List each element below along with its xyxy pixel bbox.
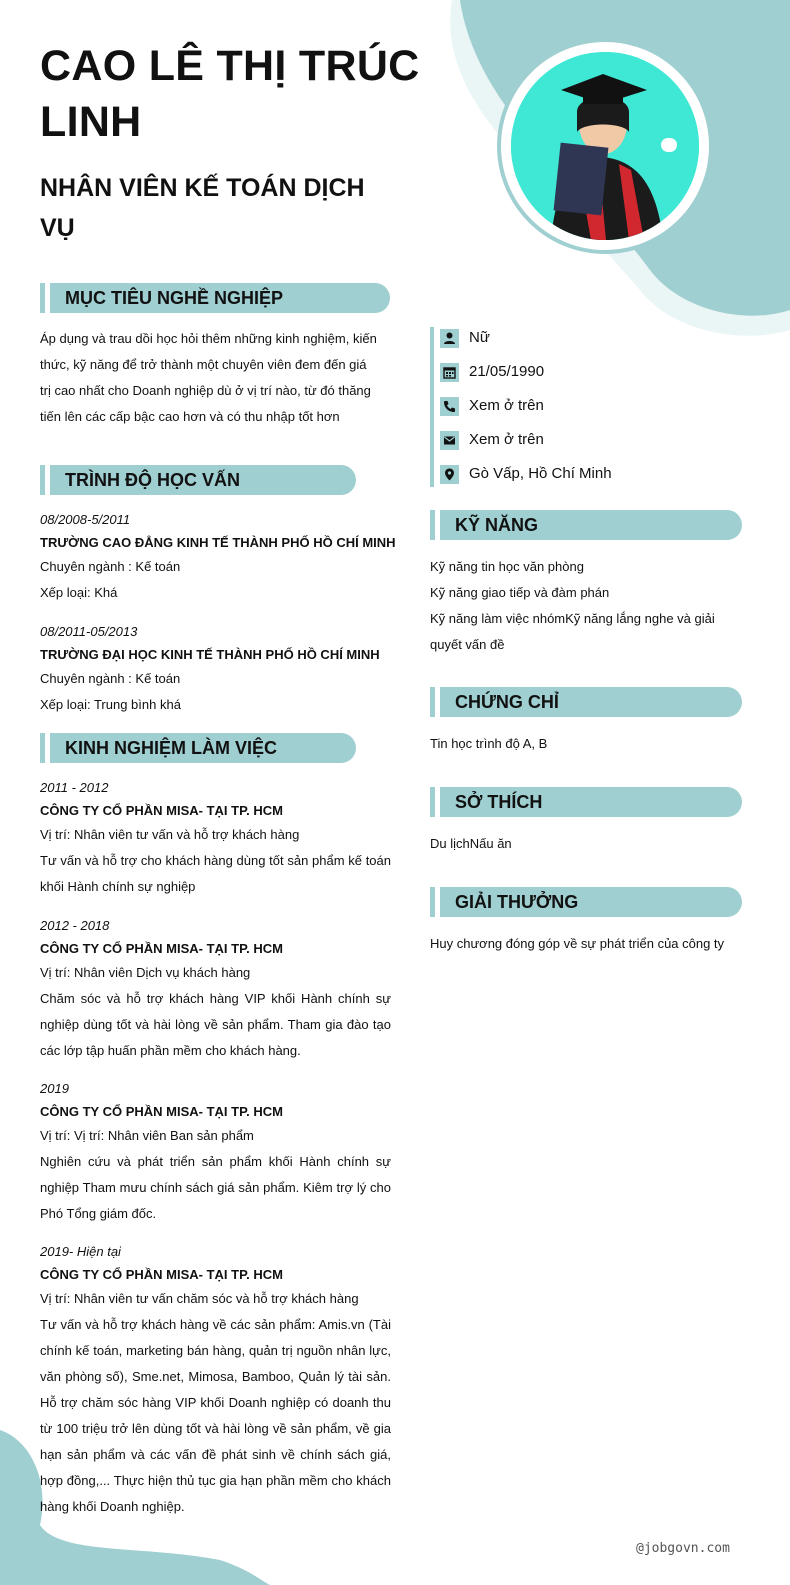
education-grade: Xếp loại: Khá <box>40 585 118 600</box>
phone-icon <box>440 397 459 416</box>
objective-text: Áp dụng và trau dồi học hỏi thêm những kinh nghiệm, kiến thức, kỹ năng để trở thành một chuyên viên đem đến giá trị cao nhất cho Doanh nghiệp dù ở vị trí nào, từ đó thăng tiến lên các cấp bậc cao hơn và có thu nhập tốt hơn <box>40 331 377 424</box>
phone-value: Xem ở trên <box>469 397 544 414</box>
experience-description: Tư vấn và hỗ trợ cho khách hàng dùng tốt sản phẩm kế toán khối Hành chính sự nghiệp <box>40 853 391 894</box>
candidate-name: CAO LÊ THỊ TRÚC LINH <box>40 42 420 146</box>
experience-period: 2019- Hiện tại <box>40 1244 121 1259</box>
address-value: Gò Vấp, Hồ Chí Minh <box>469 465 612 482</box>
education-major: Chuyên ngành : Kế toán <box>40 671 181 686</box>
user-icon <box>440 329 459 348</box>
experience-position: Vị trí: Nhân viên tư vấn và hỗ trợ khách hàng <box>40 827 300 842</box>
section-title: CHỨNG CHỈ <box>455 692 559 712</box>
certificate-text: Tin học trình độ A, B <box>430 736 548 751</box>
experience-description: Chăm sóc và hỗ trợ khách hàng VIP khối Hành chính sự nghiệp dùng tốt và hài lòng về sản phẩm. Tham gia đào tạo các lớp tập huấn phần mềm cho khách hàng. <box>40 991 391 1058</box>
section-title: TRÌNH ĐỘ HỌC VẤN <box>65 470 240 490</box>
experience-company: CÔNG TY CỔ PHẦN MISA- TẠI TP. HCM <box>40 1267 283 1282</box>
dob-value: 21/05/1990 <box>469 363 545 380</box>
section-title: SỞ THÍCH <box>455 792 543 812</box>
watermark: @jobgovn.com <box>636 1541 730 1556</box>
contact-divider <box>430 327 434 487</box>
experience-period: 2012 - 2018 <box>40 918 110 933</box>
education-period: 08/2008-5/2011 <box>40 512 131 527</box>
profile-photo <box>511 52 699 240</box>
section-header-experience <box>40 733 356 763</box>
experience-company: CÔNG TY CỔ PHẦN MISA- TẠI TP. HCM <box>40 941 283 956</box>
education-period: 08/2011-05/2013 <box>40 624 138 639</box>
section-header-certificates <box>430 687 742 717</box>
section-header-awards <box>430 887 742 917</box>
section-title: KINH NGHIỆM LÀM VIỆC <box>65 738 278 758</box>
email-value: Xem ở trên <box>469 431 544 448</box>
experience-company: CÔNG TY CỔ PHẦN MISA- TẠI TP. HCM <box>40 803 283 818</box>
location-pin-icon <box>440 465 459 484</box>
experience-position: Vị trí: Nhân viên tư vấn chăm sóc và hỗ trợ khách hàng <box>40 1291 359 1306</box>
experience-company: CÔNG TY CỔ PHẦN MISA- TẠI TP. HCM <box>40 1104 283 1119</box>
profile-photo-frame <box>497 38 713 254</box>
experience-description: Nghiên cứu và phát triển sản phẩm khối Hành chính sự nghiệp Tham mưu chính sách giá sản phẩm. Kiêm trợ lý cho Phó Tổng giám đốc. <box>40 1154 391 1221</box>
email-icon <box>440 431 459 450</box>
skill-item: Kỹ năng giao tiếp và đàm phán <box>430 585 610 600</box>
hobbies-text: Du lịchNấu ăn <box>430 836 512 851</box>
section-title: KỸ NĂNG <box>455 515 539 535</box>
skill-item: Kỹ năng làm việc nhómKỹ năng lắng nghe và giải quyết vấn đề <box>430 611 715 652</box>
awards-text: Huy chương đóng góp về sự phát triển của công ty <box>430 936 725 951</box>
education-grade: Xếp loại: Trung bình khá <box>40 697 181 712</box>
education-school: TRƯỜNG CAO ĐẲNG KINH TẾ THÀNH PHỐ HỒ CHÍ MINH <box>40 535 396 550</box>
section-header-objective <box>40 283 390 313</box>
graduate-illustration <box>511 52 699 240</box>
experience-position: Vị trí: Nhân viên Dịch vụ khách hàng <box>40 965 251 980</box>
section-title: MỤC TIÊU NGHỀ NGHIỆP <box>65 288 284 308</box>
skill-item: Kỹ năng tin học văn phòng <box>430 559 584 574</box>
education-school: TRƯỜNG ĐẠI HỌC KINH TẾ THÀNH PHỐ HỒ CHÍ MINH <box>40 647 380 662</box>
experience-description: Tư vấn và hỗ trợ khách hàng về các sản phẩm: Amis.vn (Tài chính kế toán, marketing bán hàng, quản trị nguồn nhân lực, văn phòng số), Sme.net, Mimosa, Bamboo, Quản lý tài sản. Hỗ trợ chăm sóc hàng VIP khối Doanh nghiệp có doanh thu từ 100 triệu trở lên dùng tốt và hài lòng về sản phẩm, về gia hạn sản phẩm và các vấn đề phát sinh về chính sách giá, hợp đồng,... Thực hiện thủ tục gia hạn phần mềm cho khách hàng khối Doanh nghiệp. <box>40 1317 391 1514</box>
experience-period: 2019 <box>40 1081 69 1096</box>
section-header-hobbies <box>430 787 742 817</box>
section-title: GIẢI THƯỞNG <box>455 892 579 912</box>
section-header-education <box>40 465 356 495</box>
calendar-icon <box>440 363 459 382</box>
education-major: Chuyên ngành : Kế toán <box>40 559 181 574</box>
section-header-skills <box>430 510 742 540</box>
gender-value: Nữ <box>469 329 490 346</box>
experience-period: 2011 - 2012 <box>40 780 109 795</box>
experience-position: Vị trí: Vị trí: Nhân viên Ban sản phẩm <box>40 1128 254 1143</box>
job-title: NHÂN VIÊN KẾ TOÁN DỊCH VỤ <box>40 174 365 242</box>
